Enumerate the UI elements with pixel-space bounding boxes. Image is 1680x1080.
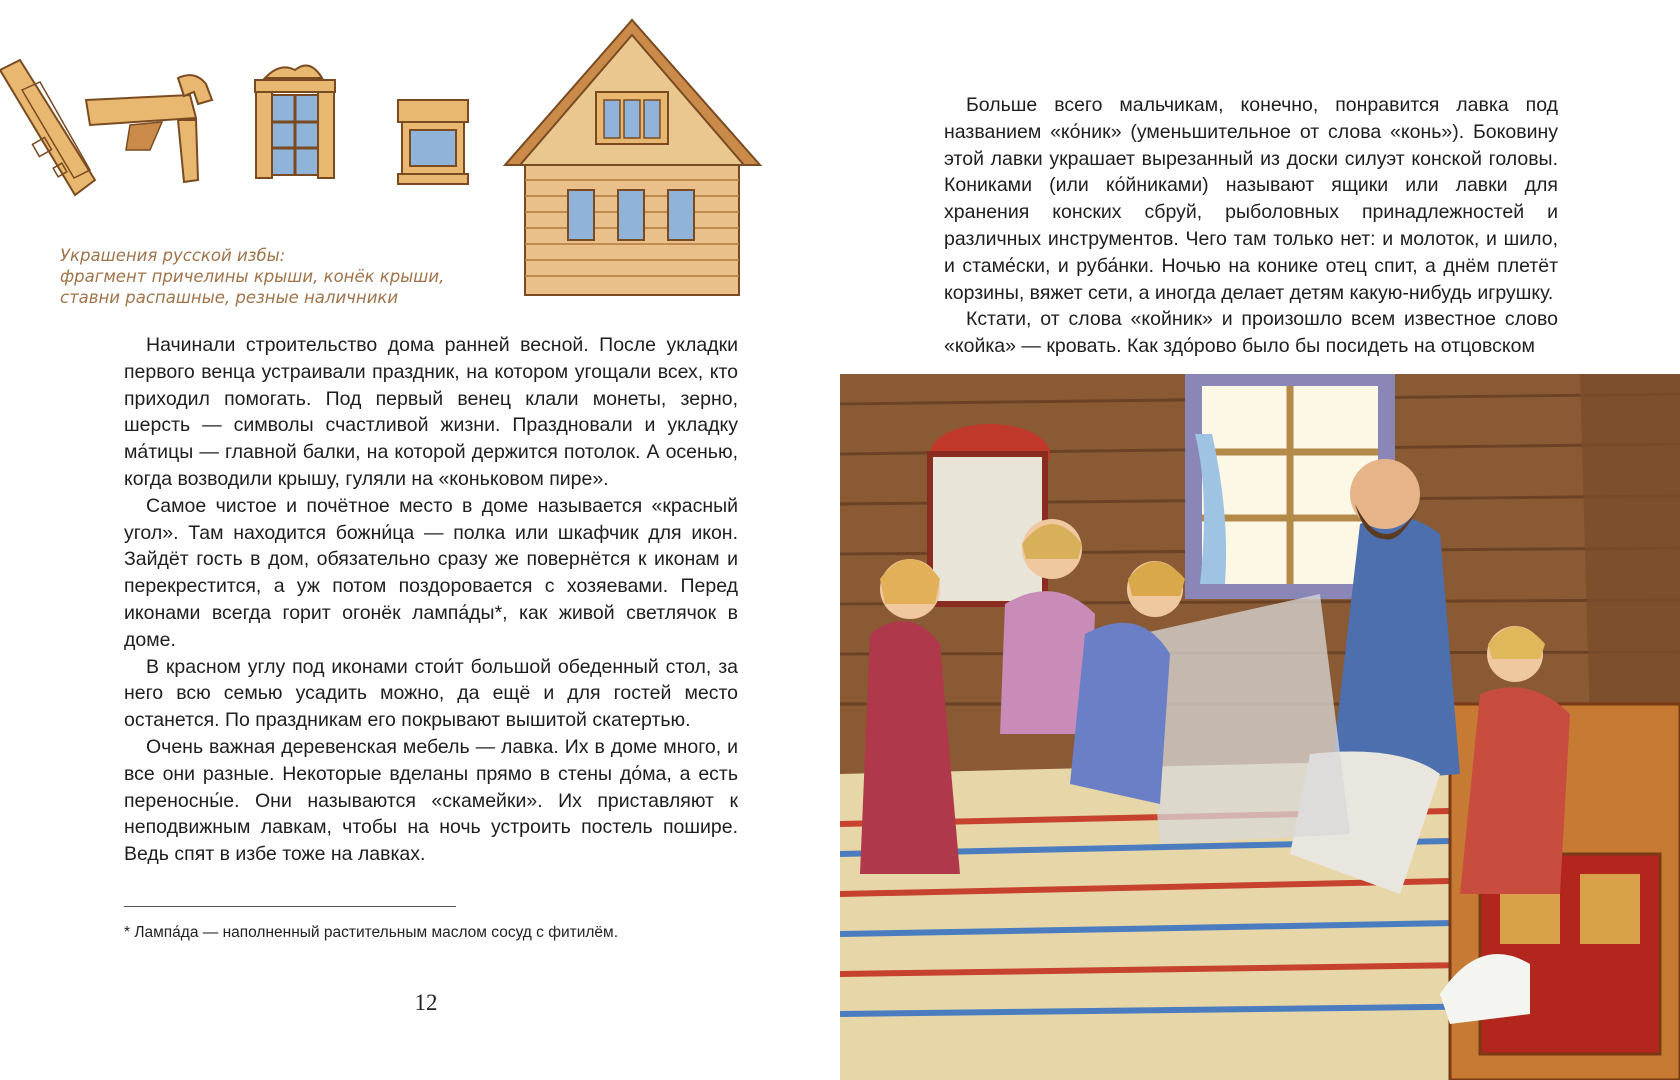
- caption-line: ставни распашные, резные наличники: [60, 288, 399, 307]
- carved-window-frame-icon: [398, 100, 468, 184]
- right-page: [840, 0, 1680, 1080]
- mirror: [930, 454, 1045, 604]
- roof-ridge-horse-icon: [86, 75, 212, 182]
- footnote: * Лампа́да — наполненный растительным маслом сосуд с фитилём.: [124, 924, 619, 941]
- paragraph: Очень важная деревенская мебель — лавка. Их в доме много, и все они разные. Некоторые вделаны прямо в стены до́ма, а есть переносны́е. Они называются «скамейки». Их приставляют к неподвижным лавкам, чтобы на ночь устроить постель пошире. Ведь спят в избе тоже на лавках.: [124, 735, 738, 866]
- paragraph: Больше всего мальчикам, конечно, понравится лавка под названием «ко́ник» (уменьшительное от слова «конь»). Боковину этой лавки украшает вырезанный из доски силуэт конской головы. Кониками (или ко́йниками) называют ящики или лавки для хранения конских сбруй, рыболовных принадлежностей и различных инструментов. Чего там только нет: и молоток, и шило, и стаме́ски, и руба́нки. Ночью на конике отец спит, а днём плетёт корзины, вяжет сети, а иногда делает детям какую-нибудь игрушку.: [944, 94, 1558, 304]
- izba-house-icon: [505, 20, 760, 295]
- caption-line: Украшения русской избы:: [60, 246, 286, 265]
- page-number: 12: [414, 990, 438, 1015]
- paragraph: Кстати, от слова «койник» и произошло всем известное слово «койка» — кровать. Как здо́рово было бы посидеть на отцовском: [944, 308, 1558, 358]
- family-in-izba-illustration: [840, 374, 1680, 1080]
- paragraph: В красном углу под иконами стои́т большой обеденный стол, за него всю семью усадить можно, да ещё и для гостей место останется. По праздникам его покрывают вышитой скатертью.: [124, 655, 738, 732]
- right-body-text: [944, 92, 1558, 360]
- gable-board-icon: [0, 60, 95, 195]
- caption-line: фрагмент причелины крыши, конёк крыши,: [60, 267, 445, 286]
- paragraph: Начинали строительство дома ранней весной. После укладки первого венца устраивали праздник, на котором угощали всех, кто приходил помогать. Под первый венец клали монеты, зерно, шерсть — символы счастливой жизни. Праздновали и укладку ма́тицы — главной балки, на которой держится потолок. А осенью, когда возводили крышу, гуляли на «коньковом пире».: [124, 334, 738, 490]
- paragraph: Самое чистое и почётное место в доме называется «красный угол». Там находится божни́ца — полка или шкафчик для икон. Зайдёт гость в дом, обязательно сразу же повернётся к иконам и перекрестится, а уж потом поздоровается с хозяевами. Перед иконами всегда горит огонёк лампа́ды*, как живой светлячок в доме.: [124, 494, 738, 651]
- shutters-window-icon: [255, 66, 335, 179]
- fishing-net: [1140, 594, 1350, 844]
- left-body-text: [124, 332, 738, 868]
- boy-blue-figure: [1070, 623, 1170, 804]
- illustration-caption: [60, 245, 480, 308]
- footnote-divider: [124, 906, 456, 907]
